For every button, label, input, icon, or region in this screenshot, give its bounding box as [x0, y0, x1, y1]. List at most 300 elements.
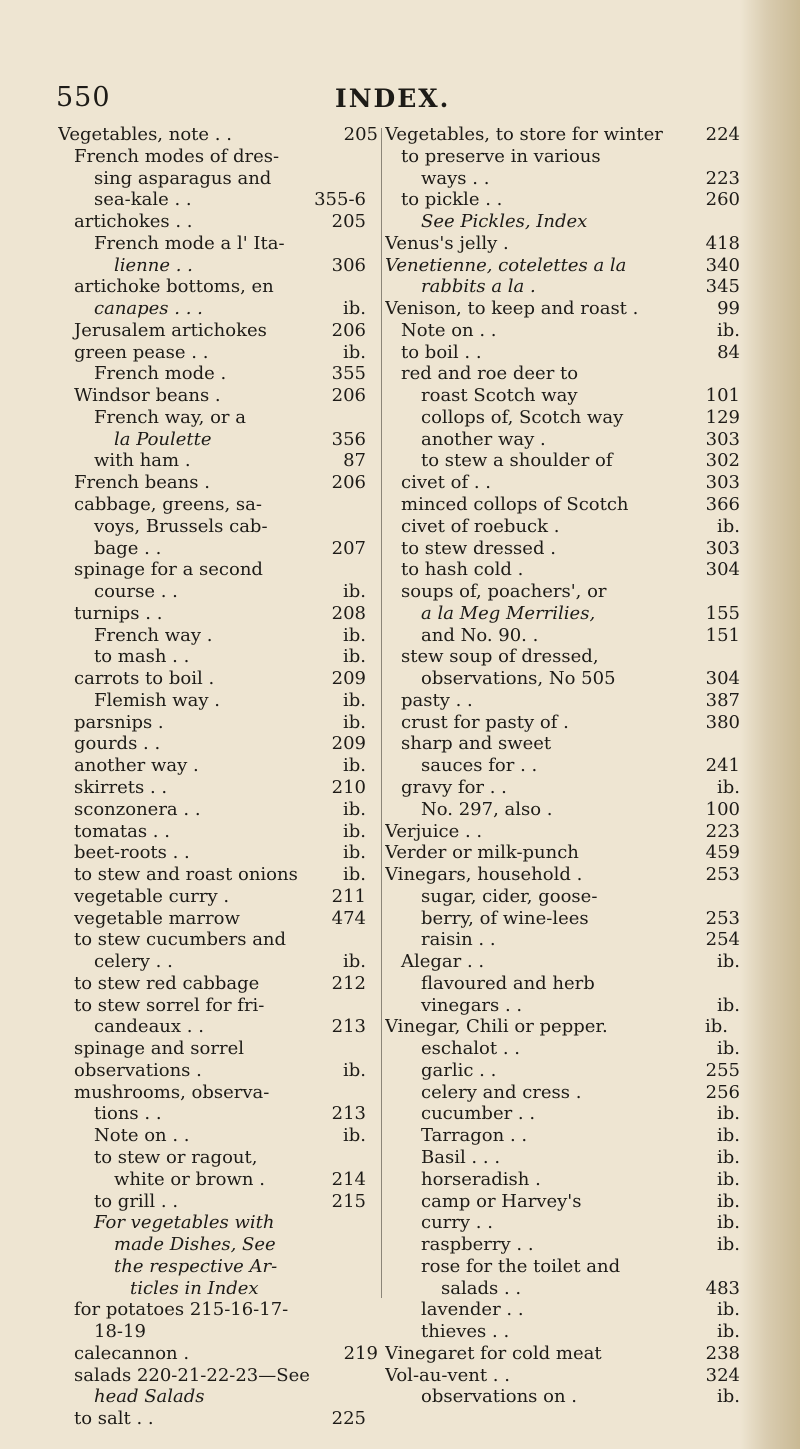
- entry-page-ref: 306: [331, 254, 366, 276]
- index-entry: [58, 603, 378, 625]
- entry-text: Alegar . .: [401, 951, 485, 973]
- entry-page-ref: ib.: [716, 1234, 740, 1256]
- entry-text: to salt . .: [74, 1408, 154, 1430]
- entry-page-ref: 474: [331, 907, 366, 929]
- entry-text: salads . .: [441, 1277, 522, 1299]
- entry-text: sea-kale . .: [94, 189, 192, 211]
- entry-page-ref: 224: [705, 124, 740, 145]
- entry-text: canapes . . .: [94, 298, 203, 320]
- entry-text: lavender . .: [421, 1299, 524, 1321]
- entry-text: for potatoes 215-16-17-: [74, 1299, 289, 1321]
- index-entry: [58, 646, 378, 668]
- entry-text: stew soup of dressed,: [401, 646, 599, 668]
- entry-text: berry, of wine-lees: [421, 907, 589, 929]
- index-entry: [58, 1212, 378, 1234]
- entry-text: Vegetables, to store for winter: [385, 124, 663, 145]
- entry-page-ref: 215: [331, 1190, 366, 1212]
- index-entry: [58, 189, 378, 211]
- entry-page-ref: ib.: [716, 1125, 740, 1147]
- index-entry: [58, 1060, 378, 1082]
- index-entry: [58, 1365, 378, 1387]
- index-entry: [385, 603, 740, 625]
- index-entry: [385, 1278, 740, 1300]
- index-entry: [58, 581, 378, 603]
- index-entry: [385, 1103, 740, 1125]
- index-entry: [58, 1125, 378, 1147]
- index-entry: [58, 951, 378, 973]
- entry-text: head Salads: [94, 1386, 205, 1408]
- index-entry: [385, 559, 740, 581]
- entry-text: to grill . .: [94, 1190, 179, 1212]
- entry-page-ref: 151: [705, 624, 740, 646]
- entry-text: carrots to boil .: [74, 668, 215, 690]
- entry-text: horseradish .: [421, 1168, 541, 1190]
- entry-text: with ham .: [94, 450, 191, 472]
- entry-text: French way .: [94, 624, 213, 646]
- entry-text: ticles in Index: [130, 1277, 259, 1299]
- entry-text: spinage and sorrel: [74, 1038, 244, 1060]
- entry-text: tions . .: [94, 1103, 162, 1125]
- index-entry: [58, 429, 378, 451]
- index-entry: [385, 450, 740, 472]
- index-entry: [385, 908, 740, 930]
- index-entry: [385, 712, 740, 734]
- entry-text: and No. 90. .: [421, 624, 539, 646]
- index-entry: [385, 755, 740, 777]
- index-entry: [385, 1016, 740, 1038]
- entry-page-ref: 213: [331, 1103, 366, 1125]
- entry-text: red and roe deer to: [401, 363, 579, 385]
- entry-text: to mash . .: [94, 646, 190, 668]
- entry-page-ref: 212: [331, 972, 366, 994]
- entry-text: pasty . .: [401, 689, 473, 711]
- entry-text: 18-19: [94, 1321, 146, 1343]
- index-entry: [58, 538, 378, 560]
- entry-page-ref: 213: [331, 1016, 366, 1038]
- entry-text: civet of . .: [401, 472, 491, 494]
- entry-page-ref: ib.: [342, 755, 366, 777]
- entry-page-ref: 253: [705, 864, 740, 886]
- entry-text: raisin . .: [421, 929, 496, 951]
- index-entry: [58, 516, 378, 538]
- index-entry: [385, 407, 740, 429]
- entry-page-ref: 100: [705, 798, 740, 820]
- entry-page-ref: 209: [331, 668, 366, 690]
- entry-text: French way, or a: [94, 406, 246, 428]
- index-entry: [385, 821, 740, 843]
- entry-text: Verjuice . .: [385, 820, 483, 842]
- index-entry: [385, 494, 740, 516]
- index-entry: [58, 450, 378, 472]
- entry-text: turnips . .: [74, 602, 163, 624]
- entry-page-ref: 459: [705, 842, 740, 864]
- index-entry: [385, 1191, 740, 1213]
- entry-page-ref: 101: [705, 385, 740, 407]
- entry-text: spinage for a second: [74, 559, 263, 581]
- entry-page-ref: 302: [705, 450, 740, 472]
- index-entry: [385, 929, 740, 951]
- entry-text: to stew cucumbers and: [74, 929, 287, 951]
- entry-page-ref: ib.: [716, 951, 740, 973]
- entry-text: observations .: [74, 1059, 202, 1081]
- entry-text: Venus's jelly .: [385, 232, 509, 254]
- index-entry: [58, 559, 378, 581]
- entry-page-ref: ib.: [716, 1190, 740, 1212]
- index-entry: [58, 211, 378, 233]
- entry-text: Note on . .: [401, 319, 497, 341]
- index-entry: [385, 233, 740, 255]
- entry-text: curry . .: [421, 1212, 493, 1234]
- entry-page-ref: 303: [705, 537, 740, 559]
- index-entry: [58, 1147, 378, 1169]
- index-entry: [58, 733, 378, 755]
- entry-text: made Dishes, See: [114, 1234, 276, 1256]
- page-edge-shadow: [740, 0, 800, 1449]
- entry-text: to stew dressed .: [401, 537, 556, 559]
- entry-text: white or brown .: [114, 1168, 265, 1190]
- column-divider: [381, 128, 382, 1298]
- entry-text: French mode a l' Ita-: [94, 232, 285, 254]
- entry-text: Basil . . .: [421, 1146, 501, 1168]
- index-entry: [58, 1386, 378, 1408]
- entry-text: to preserve in various: [401, 145, 601, 167]
- entry-page-ref: ib.: [342, 581, 366, 603]
- entry-text: French beans .: [74, 472, 210, 494]
- entry-text: flavoured and herb: [421, 972, 595, 994]
- index-entry: [58, 1299, 378, 1321]
- index-entry: [385, 973, 740, 995]
- entry-text: No. 297, also .: [421, 798, 553, 820]
- entry-page-ref: ib.: [342, 820, 366, 842]
- index-entry: [385, 1147, 740, 1169]
- entry-page-ref: 324: [705, 1364, 740, 1386]
- index-entry: [58, 1343, 378, 1365]
- index-entry: [385, 255, 740, 277]
- index-entry: [58, 146, 378, 168]
- entry-text: Note on . .: [94, 1125, 190, 1147]
- index-entry: [385, 668, 740, 690]
- index-entry: [385, 472, 740, 494]
- entry-text: celery and cress .: [421, 1081, 582, 1103]
- index-entry: [385, 1365, 740, 1387]
- entry-page-ref: 355-6: [314, 189, 366, 211]
- index-entry: [58, 233, 378, 255]
- entry-text: Tarragon . .: [421, 1125, 528, 1147]
- entry-text: minced collops of Scotch: [401, 494, 629, 516]
- index-entry: [385, 733, 740, 755]
- index-entry: [385, 625, 740, 647]
- index-entry: [58, 255, 378, 277]
- entry-text: bage . .: [94, 537, 162, 559]
- entry-text: sauces for . .: [421, 755, 538, 777]
- entry-text: eschalot . .: [421, 1038, 521, 1060]
- entry-text: rabbits a la .: [421, 276, 536, 298]
- entry-page-ref: 206: [331, 385, 366, 407]
- index-entry: [385, 385, 740, 407]
- entry-text: Vol-au-vent . .: [385, 1364, 510, 1386]
- index-entry: [385, 1256, 740, 1278]
- entry-page-ref: 223: [705, 167, 740, 189]
- index-entry: [58, 1038, 378, 1060]
- index-entry: [58, 1278, 378, 1300]
- index-entry: [385, 276, 740, 298]
- index-entry: [58, 1191, 378, 1213]
- index-entry: [58, 342, 378, 364]
- entry-page-ref: 483: [705, 1277, 740, 1299]
- entry-text: voys, Brussels cab-: [94, 515, 268, 537]
- entry-text: rose for the toilet and: [421, 1255, 621, 1277]
- index-entry: [58, 168, 378, 190]
- entry-text: cucumber . .: [421, 1103, 536, 1125]
- entry-text: civet of roebuck .: [401, 515, 560, 537]
- entry-text: celery . .: [94, 951, 173, 973]
- entry-page-ref: 304: [705, 559, 740, 581]
- entry-page-ref: 418: [705, 232, 740, 254]
- entry-page-ref: 260: [705, 189, 740, 211]
- entry-text: la Poulette: [114, 428, 212, 450]
- index-entry: [385, 690, 740, 712]
- index-entry: [58, 712, 378, 734]
- index-entry: [58, 494, 378, 516]
- entry-page-ref: ib.: [342, 689, 366, 711]
- index-entry: [385, 1386, 740, 1408]
- page-title: INDEX.: [335, 84, 451, 113]
- index-entry: [385, 951, 740, 973]
- index-entry: [385, 1082, 740, 1104]
- entry-page-ref: 206: [331, 472, 366, 494]
- entry-page-ref: 99: [717, 298, 740, 320]
- entry-text: candeaux . .: [94, 1016, 204, 1038]
- entry-text: artichokes . .: [74, 211, 193, 233]
- index-entry: [58, 690, 378, 712]
- index-entry: [385, 538, 740, 560]
- entry-text: collops of, Scotch way: [421, 406, 624, 428]
- entry-text: a la Meg Merrilies,: [421, 602, 596, 624]
- index-entry: [58, 799, 378, 821]
- index-entry: [58, 1408, 378, 1430]
- index-entry: [58, 363, 378, 385]
- entry-text: thieves . .: [421, 1321, 510, 1343]
- entry-page-ref: 223: [705, 820, 740, 842]
- entry-text: vegetable curry .: [74, 885, 230, 907]
- index-entry: [58, 1321, 378, 1343]
- entry-page-ref: 211: [331, 885, 366, 907]
- index-entry: [385, 1060, 740, 1082]
- entry-text: ways . .: [421, 167, 490, 189]
- index-entry: [58, 821, 378, 843]
- index-entry: [385, 298, 740, 320]
- entry-page-ref: ib.: [716, 1038, 740, 1060]
- index-entry: [58, 276, 378, 298]
- entry-page-ref: ib.: [342, 864, 366, 886]
- entry-page-ref: ib.: [716, 1299, 740, 1321]
- entry-page-ref: 225: [331, 1408, 366, 1430]
- entry-text: course . .: [94, 581, 178, 603]
- index-entry: [385, 799, 740, 821]
- entry-text: to stew a shoulder of: [421, 450, 613, 472]
- entry-page-ref: 303: [705, 428, 740, 450]
- entry-text: Flemish way .: [94, 689, 221, 711]
- entry-text: skirrets . .: [74, 776, 168, 798]
- entry-page-ref: 356: [331, 428, 366, 450]
- index-entry: [58, 1256, 378, 1278]
- entry-text: sharp and sweet: [401, 733, 552, 755]
- index-entry: [58, 625, 378, 647]
- entry-text: to pickle . .: [401, 189, 503, 211]
- entry-text: See Pickles, Index: [421, 211, 588, 233]
- entry-text: beet-roots . .: [74, 842, 190, 864]
- entry-page-ref: ib.: [342, 298, 366, 320]
- entry-text: mushrooms, observa-: [74, 1081, 270, 1103]
- entry-text: gourds . .: [74, 733, 161, 755]
- entry-page-ref: 304: [705, 668, 740, 690]
- index-entry: [385, 516, 740, 538]
- index-entry: [385, 342, 740, 364]
- entry-text: Venison, to keep and roast .: [385, 298, 639, 320]
- index-entry: [385, 1343, 740, 1365]
- entry-page-ref: 241: [705, 755, 740, 777]
- index-entry: [58, 864, 378, 886]
- index-entry: [385, 1299, 740, 1321]
- index-entry: [58, 908, 378, 930]
- entry-page-ref: 303: [705, 472, 740, 494]
- entry-text: green pease . .: [74, 341, 209, 363]
- index-entry: [385, 864, 740, 886]
- index-entry: [385, 189, 740, 211]
- entry-page-ref: 366: [705, 494, 740, 516]
- index-entry: [58, 777, 378, 799]
- entry-text: to stew red cabbage: [74, 972, 260, 994]
- index-entry: [385, 211, 740, 233]
- entry-text: observations, No 505: [421, 668, 616, 690]
- index-entry: [58, 1082, 378, 1104]
- index-entry: [58, 1016, 378, 1038]
- entry-text: tomatas . .: [74, 820, 170, 842]
- entry-page-ref: 129: [705, 406, 740, 428]
- index-entry: [58, 385, 378, 407]
- entry-text: Vegetables, note . .: [58, 124, 232, 145]
- index-entry: [385, 1212, 740, 1234]
- page-number: 550: [56, 82, 111, 113]
- entry-page-ref: ib.: [716, 1146, 740, 1168]
- entry-text: to boil . .: [401, 341, 482, 363]
- entry-text: crust for pasty of .: [401, 711, 569, 733]
- entry-page-ref: ib.: [716, 515, 740, 537]
- index-entry: [58, 124, 378, 146]
- index-entry: [385, 1321, 740, 1343]
- entry-page-ref: ib.: [716, 1386, 740, 1408]
- index-entry: [385, 995, 740, 1017]
- entry-text: to stew or ragout,: [94, 1146, 258, 1168]
- entry-page-ref: ib.: [716, 994, 740, 1016]
- index-entry: [385, 363, 740, 385]
- entry-text: vegetable marrow: [74, 907, 240, 929]
- entry-page-ref: 219: [343, 1342, 378, 1364]
- entry-page-ref: ib.: [342, 951, 366, 973]
- index-entry: [385, 581, 740, 603]
- entry-page-ref: 207: [331, 537, 366, 559]
- index-entry: [58, 1234, 378, 1256]
- entry-text: sugar, cider, goose-: [421, 885, 598, 907]
- index-entry: [58, 1103, 378, 1125]
- entry-text: French mode .: [94, 363, 227, 385]
- index-entry: [58, 1169, 378, 1191]
- entry-page-ref: ib.: [342, 1125, 366, 1147]
- entry-text: For vegetables with: [94, 1212, 275, 1234]
- entry-text: Windsor beans .: [74, 385, 221, 407]
- entry-page-ref: ib.: [716, 1212, 740, 1234]
- entry-text: Vinegars, household .: [385, 864, 583, 886]
- entry-page-ref: 205: [331, 211, 366, 233]
- entry-page-ref: ib.: [716, 776, 740, 798]
- entry-page-ref: 206: [331, 319, 366, 341]
- entry-text: the respective Ar-: [114, 1255, 278, 1277]
- entry-text: observations on .: [421, 1386, 578, 1408]
- entry-text: vinegars . .: [421, 994, 523, 1016]
- index-entry: [58, 929, 378, 951]
- entry-page-ref: ib.: [716, 1103, 740, 1125]
- index-entry: [385, 1169, 740, 1191]
- entry-page-ref: ib.: [716, 1168, 740, 1190]
- entry-page-ref: 253: [705, 907, 740, 929]
- entry-text: lienne . .: [114, 254, 193, 276]
- entry-page-ref: ib.: [716, 1321, 740, 1343]
- entry-text: to stew and roast onions: [74, 864, 298, 886]
- index-entry: [58, 668, 378, 690]
- index-entry: [58, 842, 378, 864]
- entry-text: another way .: [421, 428, 546, 450]
- entry-page-ref: 255: [705, 1059, 740, 1081]
- entry-text: Verder or milk-punch: [385, 842, 579, 864]
- entry-page-ref: 214: [331, 1168, 366, 1190]
- entry-text: camp or Harvey's: [421, 1190, 582, 1212]
- index-entry: [385, 320, 740, 342]
- entry-page-ref: 155: [705, 602, 740, 624]
- index-entry: [385, 777, 740, 799]
- entry-page-ref: 387: [705, 689, 740, 711]
- index-entry: [58, 320, 378, 342]
- index-entry: [58, 973, 378, 995]
- entry-page-ref: ib.: [342, 842, 366, 864]
- index-entry: [58, 886, 378, 908]
- entry-page-ref: 209: [331, 733, 366, 755]
- entry-text: Venetienne, cotelettes a la: [385, 254, 627, 276]
- entry-text: raspberry . .: [421, 1234, 534, 1256]
- index-entry: [385, 168, 740, 190]
- entry-text: roast Scotch way: [421, 385, 578, 407]
- entry-page-ref: ib.: [342, 341, 366, 363]
- entry-page-ref: 87: [343, 450, 366, 472]
- entry-page-ref: ib.: [342, 1059, 366, 1081]
- entry-text: salads 220-21-22-23—See: [74, 1364, 310, 1386]
- entry-text: soups of, poachers', or: [401, 581, 607, 603]
- entry-text: cabbage, greens, sa-: [74, 494, 262, 516]
- entry-text: parsnips .: [74, 711, 164, 733]
- index-entry: [58, 298, 378, 320]
- index-entry: [58, 995, 378, 1017]
- entry-page-ref: ib.: [704, 1016, 728, 1038]
- index-entry: [385, 146, 740, 168]
- index-entry: [385, 842, 740, 864]
- entry-page-ref: 345: [705, 276, 740, 298]
- index-entry: [385, 124, 740, 146]
- index-entry: [385, 1125, 740, 1147]
- entry-page-ref: ib.: [342, 711, 366, 733]
- entry-page-ref: 205: [343, 124, 378, 145]
- entry-page-ref: 355: [331, 363, 366, 385]
- index-entry: [385, 646, 740, 668]
- entry-text: artichoke bottoms, en: [74, 276, 274, 298]
